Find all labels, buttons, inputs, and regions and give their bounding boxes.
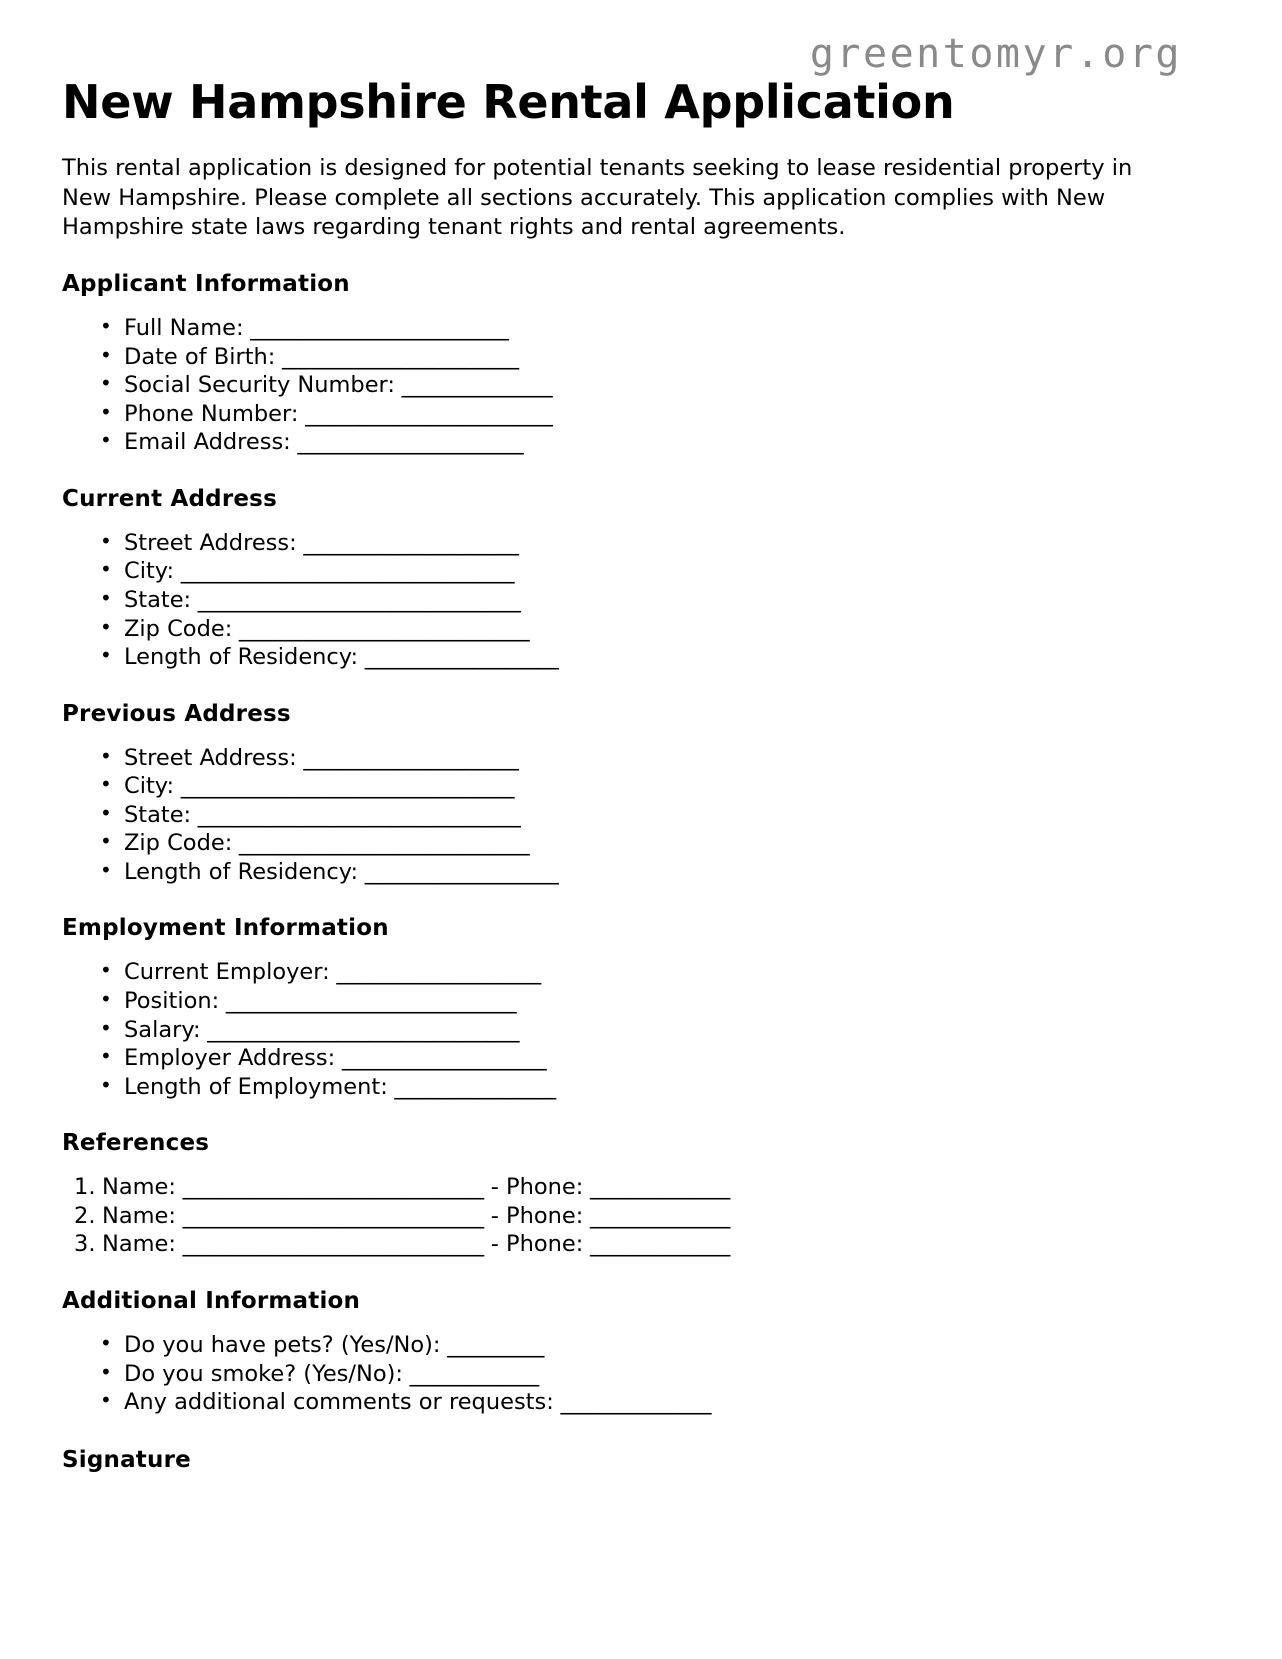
field-email-address xyxy=(124,428,1220,457)
field-zip-code xyxy=(124,615,1220,644)
field-label: Length of Employment: xyxy=(124,1073,388,1100)
field-label: Phone Number: xyxy=(124,400,299,427)
reference-phone-label: - Phone: xyxy=(483,1231,584,1258)
field-label: Street Address: xyxy=(124,744,297,771)
field-label: Social Security Number: xyxy=(124,372,395,399)
fill-in-blank[interactable]: ___________________ xyxy=(335,1045,547,1072)
field-label: Any additional comments or requests: xyxy=(124,1389,554,1416)
field-phone-number xyxy=(124,400,1220,429)
previous-address-field-list xyxy=(62,744,1220,887)
fill-in-blank[interactable]: __________________ xyxy=(358,858,559,885)
field-label: Full Name: xyxy=(124,315,244,342)
fill-in-blank[interactable]: ___________________________ xyxy=(219,988,517,1015)
field-has-pets xyxy=(124,1331,1220,1360)
section-heading-employment-information: Employment Information xyxy=(62,915,389,942)
fill-in-blank[interactable]: ___________________________ xyxy=(232,615,530,642)
field-additional-comments xyxy=(124,1388,1220,1417)
reference-row xyxy=(102,1230,1220,1259)
reference-phone-blank[interactable]: _____________ xyxy=(583,1174,730,1201)
reference-name-blank[interactable]: ____________________________ xyxy=(175,1202,484,1229)
field-label: Salary: xyxy=(124,1016,201,1043)
reference-name-label: Name: xyxy=(102,1231,176,1258)
fill-in-blank[interactable]: ___________________________ xyxy=(232,830,530,857)
field-current-employer xyxy=(124,958,1220,987)
field-label: Street Address: xyxy=(124,529,297,556)
fill-in-blank[interactable]: _______________________________ xyxy=(174,558,514,585)
reference-row xyxy=(102,1173,1220,1202)
fill-in-blank[interactable]: ______________ xyxy=(553,1389,711,1416)
fill-in-blank[interactable]: ______________________________ xyxy=(191,801,521,828)
fill-in-blank[interactable]: ______________ xyxy=(394,372,553,399)
additional-information-field-list xyxy=(62,1331,1220,1417)
field-label: Zip Code: xyxy=(124,830,233,857)
reference-name-blank[interactable]: ____________________________ xyxy=(175,1231,484,1258)
field-full-name xyxy=(124,314,1220,343)
field-label: State: xyxy=(124,801,192,828)
field-label: Length of Residency: xyxy=(124,858,359,885)
field-smokes xyxy=(124,1360,1220,1389)
reference-name-label: Name: xyxy=(102,1174,176,1201)
fill-in-blank[interactable]: ______________________ xyxy=(275,343,519,370)
field-label: Current Employer: xyxy=(124,959,330,986)
field-position xyxy=(124,987,1220,1016)
field-label: Employer Address: xyxy=(124,1045,336,1072)
fill-in-blank[interactable]: _____________________ xyxy=(290,429,524,456)
fill-in-blank[interactable]: _________ xyxy=(440,1331,544,1358)
section-heading-applicant-information: Applicant Information xyxy=(62,271,350,298)
field-social-security-number xyxy=(124,371,1220,400)
field-label: City: xyxy=(124,773,175,800)
field-zip-code xyxy=(124,829,1220,858)
field-label: City: xyxy=(124,558,175,585)
reference-row xyxy=(102,1202,1220,1231)
field-state xyxy=(124,801,1220,830)
fill-in-blank[interactable]: ______________________________ xyxy=(191,586,521,613)
field-street-address xyxy=(124,744,1220,773)
fill-in-blank[interactable]: __________________ xyxy=(358,644,559,671)
field-label: State: xyxy=(124,586,192,613)
intro-paragraph: This rental application is designed for potential tenants seeking to lease residential property in New Hampshire. Please complete all sections accurately. This application complies with New Hampshire state laws regarding tenant rights and rental agreements. xyxy=(62,155,1133,240)
field-label: Zip Code: xyxy=(124,615,233,642)
fill-in-blank[interactable]: _______________ xyxy=(387,1073,556,1100)
field-label: Do you have pets? (Yes/No): xyxy=(124,1331,441,1358)
section-heading-additional-information: Additional Information xyxy=(62,1287,361,1314)
fill-in-blank[interactable]: ____________________ xyxy=(296,744,519,771)
applicant-information-field-list xyxy=(62,314,1220,457)
field-label: Email Address: xyxy=(124,429,291,456)
field-city xyxy=(124,772,1220,801)
reference-phone-label: - Phone: xyxy=(483,1174,584,1201)
current-address-field-list xyxy=(62,529,1220,672)
section-heading-references: References xyxy=(62,1130,210,1157)
field-street-address xyxy=(124,529,1220,558)
employment-information-field-list xyxy=(62,958,1220,1101)
field-label: Date of Birth: xyxy=(124,343,276,370)
field-label: Length of Residency: xyxy=(124,644,359,671)
page-title: New Hampshire Rental Application xyxy=(62,75,955,129)
section-heading-signature: Signature xyxy=(62,1446,191,1473)
reference-name-blank[interactable]: ____________________________ xyxy=(175,1174,484,1201)
field-length-of-residency xyxy=(124,858,1220,887)
references-list xyxy=(62,1173,1220,1259)
fill-in-blank[interactable]: ___________________ xyxy=(329,959,541,986)
reference-name-label: Name: xyxy=(102,1202,176,1229)
section-heading-current-address: Current Address xyxy=(62,485,277,512)
field-label: Do you smoke? (Yes/No): xyxy=(124,1360,403,1387)
fill-in-blank[interactable]: ____________ xyxy=(402,1360,539,1387)
field-state xyxy=(124,586,1220,615)
reference-phone-blank[interactable]: _____________ xyxy=(583,1231,730,1258)
fill-in-blank[interactable]: _______________________ xyxy=(298,400,553,427)
field-length-of-residency xyxy=(124,643,1220,672)
field-date-of-birth xyxy=(124,343,1220,372)
reference-phone-blank[interactable]: _____________ xyxy=(583,1202,730,1229)
fill-in-blank[interactable]: _______________________________ xyxy=(174,773,514,800)
reference-phone-label: - Phone: xyxy=(483,1202,584,1229)
field-city xyxy=(124,557,1220,586)
fill-in-blank[interactable]: _____________________________ xyxy=(200,1016,520,1043)
fill-in-blank[interactable]: ________________________ xyxy=(243,315,509,342)
section-heading-previous-address: Previous Address xyxy=(62,700,291,727)
site-watermark: greentomyr.org xyxy=(809,31,1182,77)
field-label: Position: xyxy=(124,988,220,1015)
field-employer-address xyxy=(124,1044,1220,1073)
fill-in-blank[interactable]: ____________________ xyxy=(296,529,519,556)
field-length-of-employment xyxy=(124,1073,1220,1102)
field-salary xyxy=(124,1016,1220,1045)
